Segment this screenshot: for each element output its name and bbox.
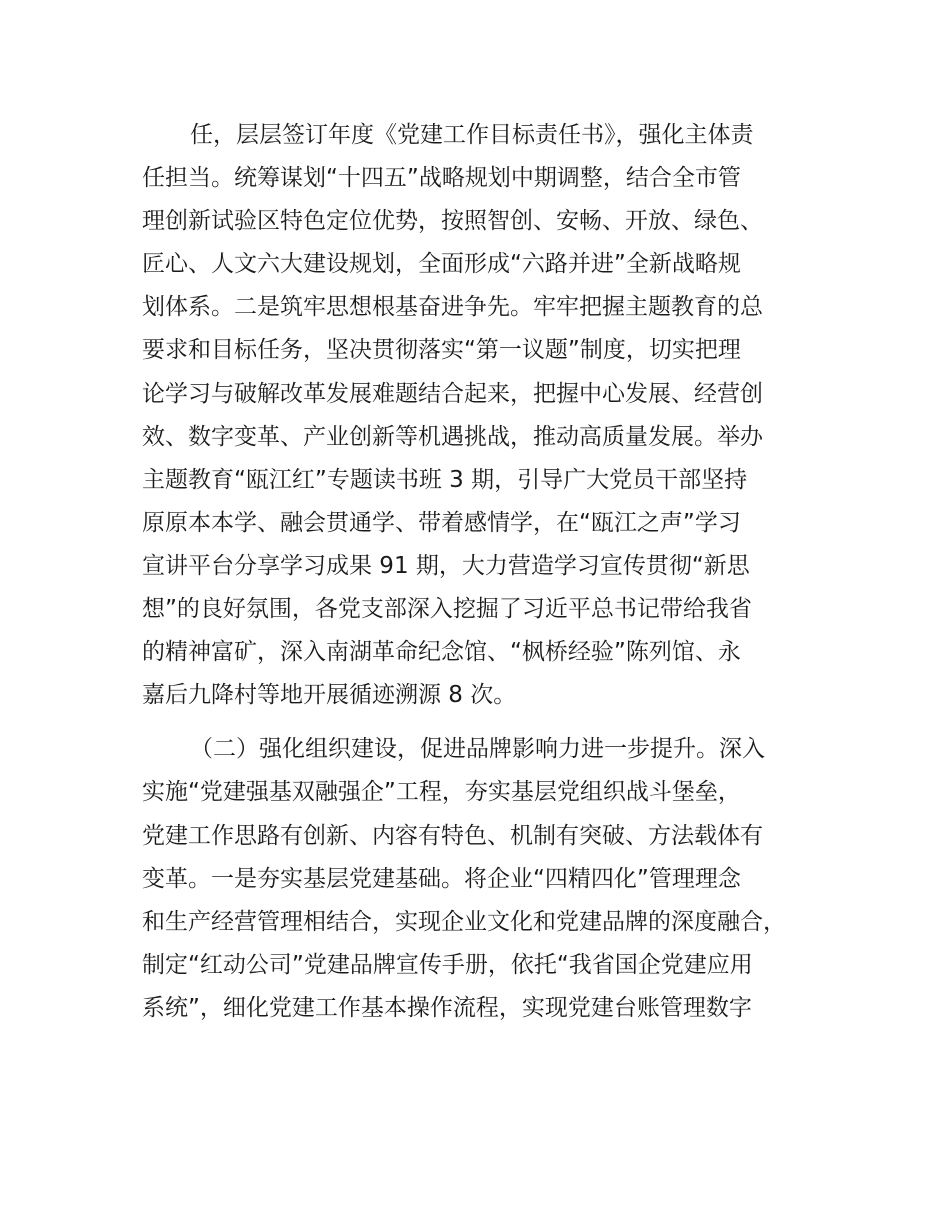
paragraph-1-line-10: 原原本本学、融会贯通学、带着感情学，在“瓯江之声”学习 <box>142 509 741 536</box>
paragraph-1-line-12: 想”的良好氛围，各党支部深入挖掘了习近平总书记带给我省 <box>142 596 752 623</box>
document-body <box>142 114 842 1030</box>
paragraph-1-line-7: 论学习与破解改革发展难题结合起来，把握中心发展、经营创 <box>142 380 763 407</box>
paragraph-2-line-6: 制定“红动公司”党建品牌宣传手册，依托“我省国企党建应用 <box>142 951 753 978</box>
paragraph-1-line-2: 任担当。统筹谋划“十四五”战略规划中期调整，结合全市管 <box>142 165 741 192</box>
paragraph-1-line-13: 的精神富矿，深入南湖革命纪念馆、“枫桥经验”陈列馆、永 <box>142 639 741 666</box>
paragraph-2-line-3: 党建工作思路有创新、内容有特色、机制有突破、方法载体有 <box>142 822 763 849</box>
paragraph-2-line-2: 实施“党建强基双融强企”工程，夯实基层党组织战斗堡垒， <box>142 779 741 806</box>
paragraph-1-line-1: 任，层层签订年度《党建工作目标责任书》，强化主体责 <box>190 122 754 148</box>
paragraph-2-line-5: 和生产经营管理相结合，实现企业文化和党建品牌的深度融合， <box>142 908 786 935</box>
paragraph-1-line-4: 匠心、人文六大建设规划，全面形成“六路并进”全新战略规 <box>142 251 741 278</box>
paragraph-1-line-11: 宣讲平台分享学习成果 91 期，大力营造学习宣传贯彻“新思 <box>142 552 750 579</box>
paragraph-2-line-4: 变革。一是夯实基层党建基础。将企业“四精四化”管理理念 <box>142 865 741 892</box>
paragraph-1-line-6: 要求和目标任务，坚决贯彻落实“第一议题”制度，切实把理 <box>142 337 741 364</box>
paragraph-2-line-7: 系统”，细化党建工作基本操作流程，实现党建台账管理数字 <box>142 994 752 1021</box>
paragraph-1-line-8: 效、数字变革、产业创新等机遇挑战，推动高质量发展。举办 <box>142 423 763 450</box>
paragraph-1-line-14: 嘉后九降村等地开展循迹溯源 8 次。 <box>142 682 517 709</box>
paragraph-1-line-9: 主题教育“瓯江红”专题读书班 3 期，引导广大党员干部坚持 <box>142 466 748 493</box>
paragraph-1-line-5: 划体系。二是筑牢思想根基奋进争先。牢牢把握主题教育的总 <box>142 294 763 321</box>
paragraph-2-line-1: （二）强化组织建设，促进品牌影响力进一步提升。深入 <box>190 736 765 763</box>
paragraph-1-line-3: 理创新试验区特色定位优势，按照智创、安畅、开放、绿色、 <box>142 208 763 235</box>
